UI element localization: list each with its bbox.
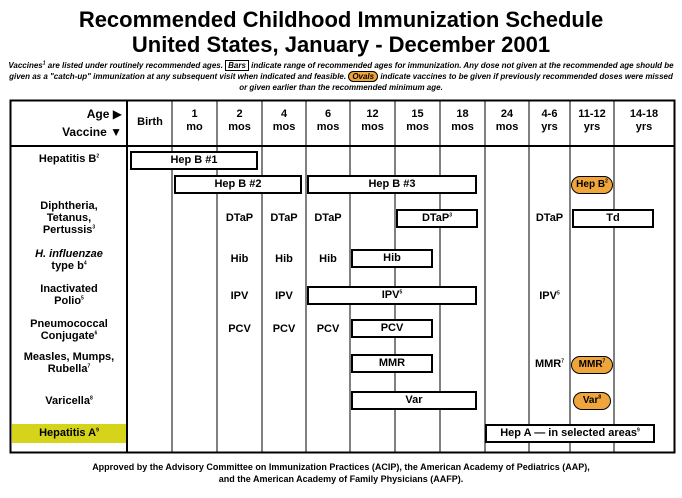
title-line-2: United States, January - December 2001: [131, 32, 551, 57]
title-line-1: Recommended Childhood Immunization Schedule: [78, 7, 604, 32]
cell-pcv-2mos: PCV: [228, 323, 251, 335]
bar-var: Var: [351, 391, 477, 410]
cell-dtap-4-6yrs: DTaP: [535, 212, 564, 224]
cell-hib-6mos: Hib: [319, 253, 337, 265]
age-col-birth: Birth: [137, 116, 163, 128]
vaccine-hepa: Hepatitis $A^9$: [39, 427, 99, 439]
cell-ipv-4mos: IPV: [275, 290, 293, 302]
age-header-label: Age ▶: [86, 107, 122, 121]
age-col-6mos: 6 mos: [316, 108, 340, 133]
vaccine-hib: H. influenzae type $b^4$: [35, 248, 103, 272]
bar-hepa: Hep A — in selected areas$^9$: [485, 424, 655, 443]
cell-pcv-4mos: PCV: [272, 323, 296, 335]
oval-mmr: MMR$^7$: [571, 356, 613, 374]
bar-mmr: MMR: [351, 354, 433, 373]
vaccine-pcv: Pneumococcal Conjugate$^6$: [30, 318, 108, 342]
ovals-legend: Ovals: [348, 71, 378, 82]
age-col-1mo: 1 mo: [186, 108, 203, 133]
vaccine-header-label: Vaccine ▼: [62, 125, 122, 139]
bar-ipv: IPV$^5$: [307, 286, 477, 305]
bar-pcv: PCV: [351, 319, 433, 338]
vaccine-ipv: Inactivated Polio$^5$: [40, 283, 98, 307]
bar-td: Td: [572, 209, 654, 228]
vaccine-mmr: Measles, Mumps, Rubella$^7$: [23, 351, 115, 375]
age-col-2mos: 2 mos: [228, 108, 251, 133]
footer-approval: Approved by the Advisory Committee on Immunization Practices (ACIP), the American Academy of Pediatrics (AAP), and the American Academy of Family Physicians (AAFP).: [92, 462, 590, 484]
vaccine-dtap: Diphtheria, Tetanus, Pertussis$^3$: [40, 200, 98, 236]
bars-legend: Bars: [225, 60, 249, 71]
cell-dtap-6mos: DTaP: [314, 212, 342, 224]
bar-hepb1: Hep B #1: [130, 151, 258, 170]
bar-dtap-15-18mos: DTaP$^3$: [396, 209, 478, 228]
age-col-14-18yrs: 14-18 yrs: [629, 108, 659, 133]
age-col-11-12yrs: 11-12 yrs: [578, 108, 606, 133]
cell-hib-4mos: Hib: [275, 253, 293, 265]
age-col-24mos: 24 mos: [495, 108, 519, 133]
age-col-18mos: 18 mos: [451, 108, 474, 133]
schedule-note: Vaccines$^1$ are listed under routinely recommended ages. Bars indicate range of recommended ages for immunization. Any dose not given at the recommended age should be given as a "catch-up" immunization at any subsequent visit when indicated and feasible. Ovals indicate vaccines to be given if previously recommended doses were missed or given earlier than the recommended minimum age.: [8, 60, 674, 92]
vaccine-hepb: Hepatitis $B^2$: [38, 153, 100, 165]
age-col-4-6yrs: 4-6 yrs: [541, 108, 558, 133]
oval-var: Var$^8$: [573, 392, 611, 410]
bar-hepb2: Hep B #2: [174, 175, 302, 194]
age-col-4mos: 4 mos: [272, 108, 296, 133]
cell-pcv-6mos: PCV: [316, 323, 340, 335]
age-col-12mos: 12 mos: [361, 108, 384, 133]
bar-hepb3: Hep B #3: [307, 175, 477, 194]
cell-hib-2mos: Hib: [230, 253, 249, 265]
bar-hib: Hib: [351, 249, 433, 268]
cell-dtap-4mos: DTaP: [270, 212, 298, 224]
vaccine-var: Varicella$^8$: [45, 395, 93, 407]
cell-dtap-2mos: DTaP: [225, 212, 254, 224]
cell-ipv-4-6yrs: IPV$^5$: [539, 290, 560, 302]
cell-ipv-2mos: IPV: [230, 290, 249, 302]
cell-mmr-4-6yrs: MMR$^7$: [534, 358, 565, 370]
age-col-15mos: 15 mos: [406, 108, 429, 133]
oval-hepb: Hep $B^2$: [571, 176, 613, 194]
